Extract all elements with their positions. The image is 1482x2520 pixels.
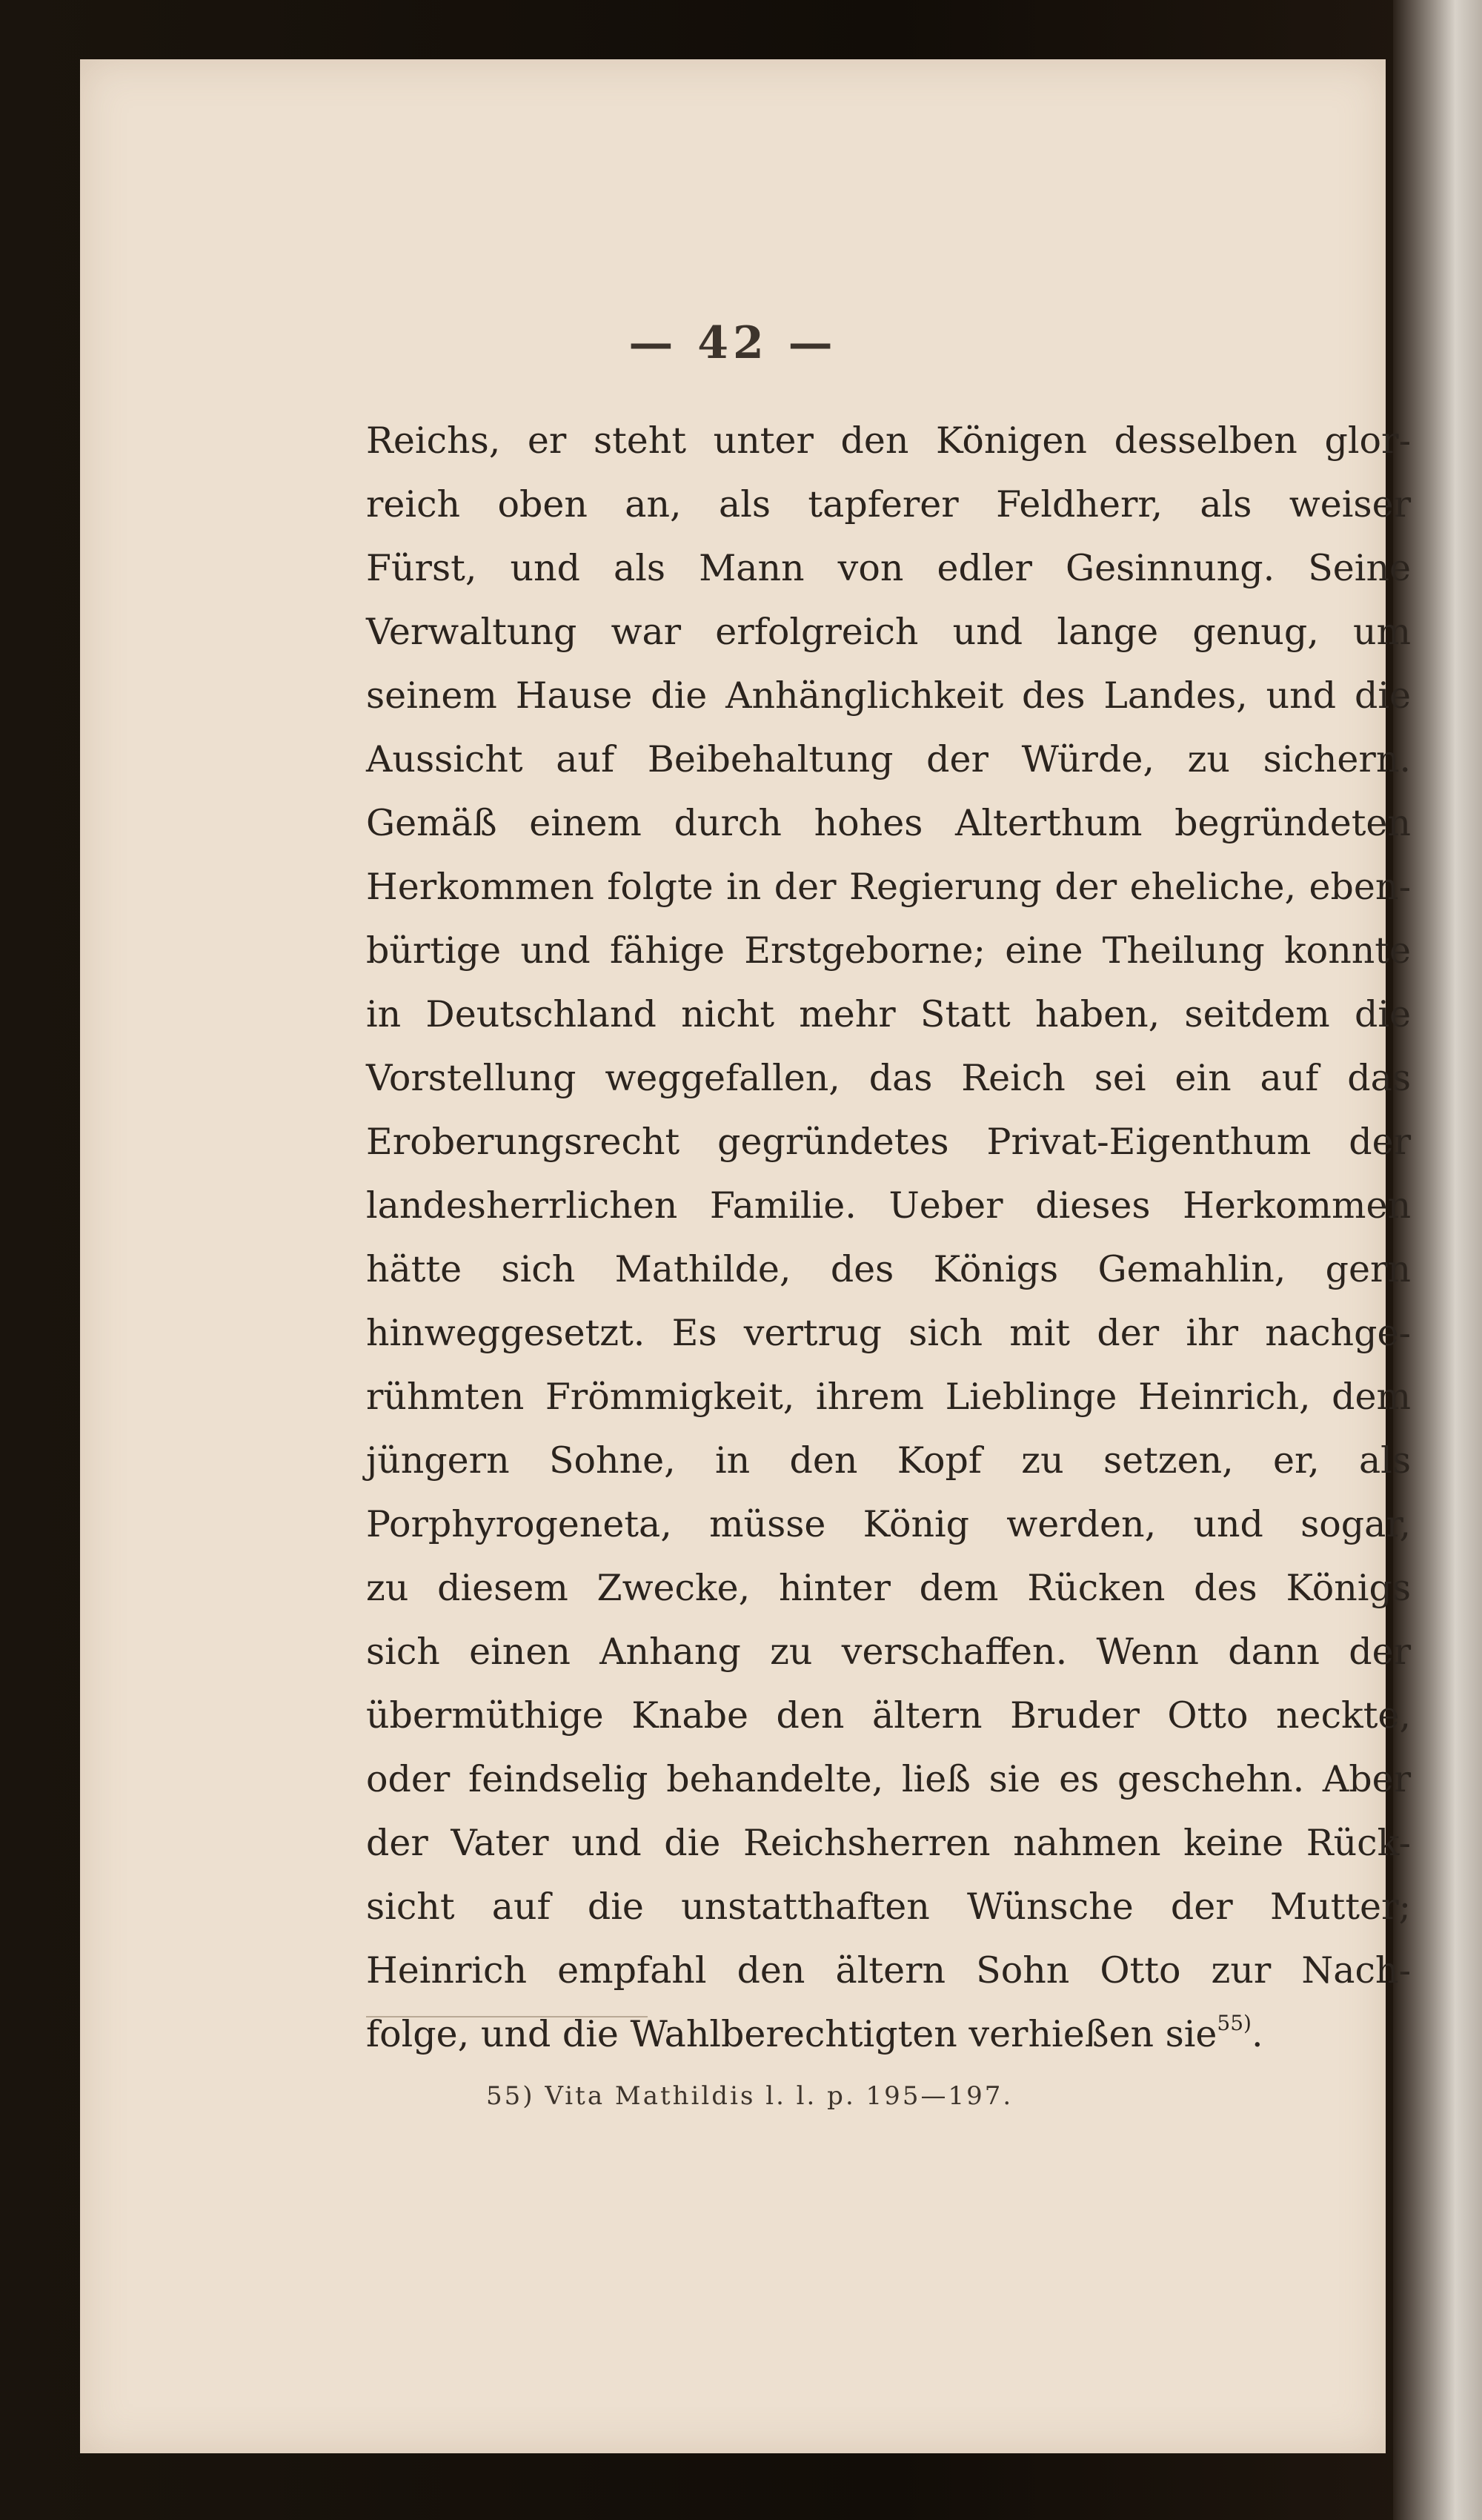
- text-line: hinweggesetzt. Es vertrug sich mit der ihr nachge-: [366, 1312, 1411, 1354]
- footnote: 55) Vita Mathildis l. l. p. 195—197.: [486, 2081, 1014, 2111]
- text-line: Eroberungsrecht gegründetes Privat-Eigenthum der: [366, 1121, 1411, 1163]
- text-line: in Deutschland nicht mehr Statt haben, seitdem die: [366, 993, 1411, 1035]
- text-line: sicht auf die unstatthaften Wünsche der Mutter;: [366, 1886, 1411, 1928]
- text-line: reich oben an, als tapferer Feldherr, als weiser: [366, 483, 1411, 525]
- text-line: Fürst, und als Mann von edler Gesinnung. Seine: [366, 547, 1411, 589]
- text-line: Reichs, er steht unter den Königen desselben glor-: [366, 420, 1411, 462]
- text-line: folge, und die Wahlberechtigten verhießen sie: [366, 2013, 1217, 2055]
- text-line: sich einen Anhang zu verschaffen. Wenn dann der: [366, 1631, 1411, 1673]
- text-line: bürtige und fähige Erstgeborne; eine Theilung konnte: [366, 929, 1411, 972]
- text-line: der Vater und die Reichsherren nahmen keine Rück-: [366, 1822, 1411, 1864]
- book-page: [80, 59, 1411, 2453]
- text-line: seinem Hause die Anhänglichkeit des Landes, und die: [366, 674, 1411, 717]
- text-line: jüngern Sohne, in den Kopf zu setzen, er, als: [366, 1439, 1411, 1482]
- text-line: landesherrlichen Familie. Ueber dieses Herkommen: [366, 1184, 1411, 1227]
- text-line: Herkommen folgte in der Regierung der eheliche, eben-: [366, 866, 1411, 908]
- page-number: — 42 —: [628, 317, 837, 369]
- text-line: Vorstellung weggefallen, das Reich sei ein auf das: [366, 1057, 1411, 1099]
- text-line: rühmten Frömmigkeit, ihrem Lieblinge Heinrich, dem: [366, 1376, 1411, 1418]
- text-line: zu diesem Zwecke, hinter dem Rücken des Königs: [366, 1567, 1411, 1609]
- text-line: oder feindselig behandelte, ließ sie es geschehn. Aber: [366, 1758, 1411, 1800]
- text-line: übermüthige Knabe den ältern Bruder Otto neckte,: [366, 1694, 1411, 1737]
- text-line: Heinrich empfahl den ältern Sohn Otto zur Nach-: [366, 1949, 1411, 1992]
- footnote-reference: 55): [1217, 2011, 1252, 2035]
- text-line: Verwaltung war erfolgreich und lange genug, um: [366, 611, 1411, 653]
- text-line-last: folge, und die Wahlberechtigten verhießen sie$^{55)}$.: [366, 2011, 1263, 2055]
- footnote-divider: [366, 2016, 648, 2017]
- text-line: Porphyrogeneta, müsse König werden, und sogar,: [366, 1503, 1411, 1545]
- text-line: Gemäß einem durch hohes Alterthum begründeten: [366, 802, 1411, 844]
- body-text: [366, 409, 1411, 2066]
- text-line: hätte sich Mathilde, des Königs Gemahlin, gern: [366, 1248, 1411, 1290]
- text-line: Aussicht auf Beibehaltung der Würde, zu sichern.: [366, 738, 1411, 780]
